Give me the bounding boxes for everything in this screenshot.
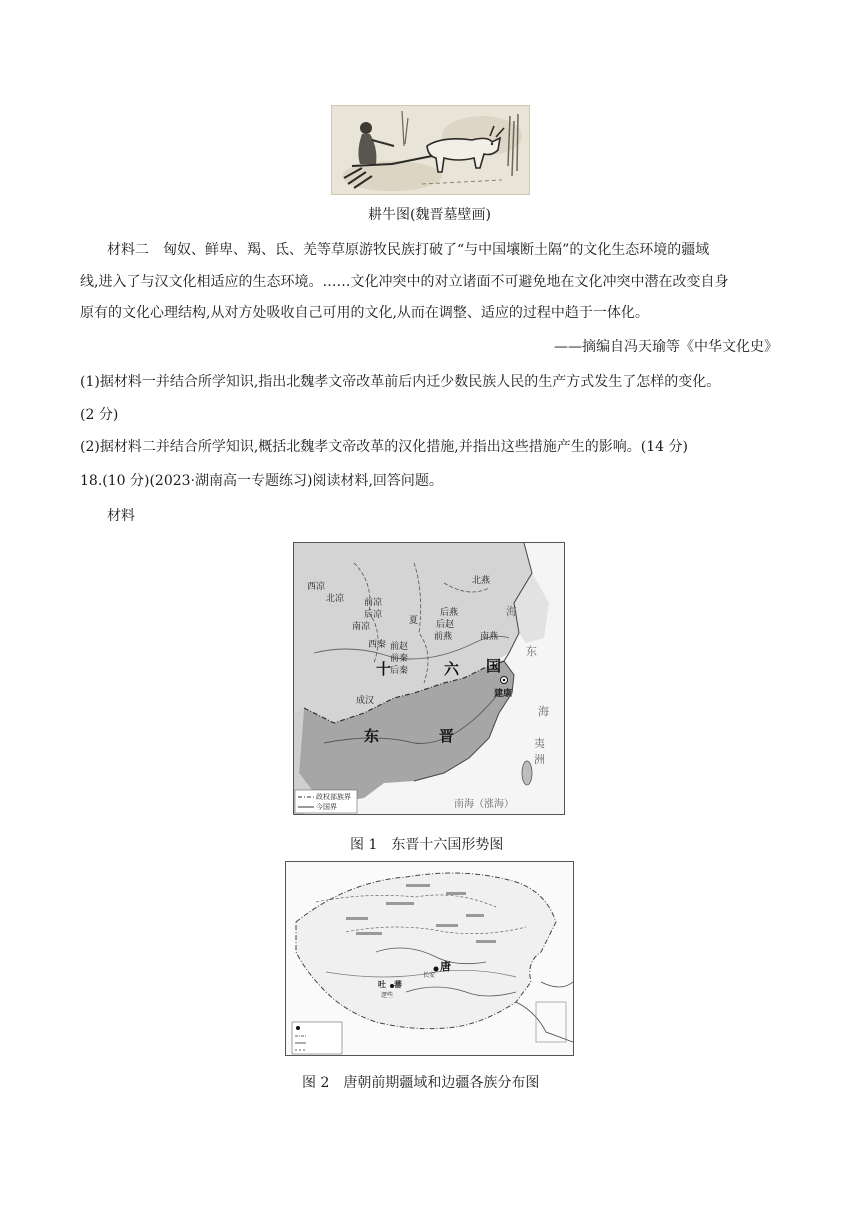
map1-shapes	[294, 543, 564, 814]
label-chenghan: 成汉	[356, 696, 375, 706]
label-beiyan: 北燕	[472, 576, 491, 586]
question-2: (2)据材料二并结合所学知识,概括北魏孝文帝改革的汉化措施,并指出这些措施产生的影响。(14 分)	[80, 439, 688, 455]
legend-regime-boundary: 政权部族界	[316, 793, 351, 801]
label-tubo: 吐 蕃	[378, 979, 402, 989]
map1-caption: 图 1 东晋十六国形势图	[350, 837, 504, 853]
map2-shapes	[286, 862, 573, 1055]
label-houliang: 后凉	[364, 610, 383, 620]
question-18: 18.(10 分)(2023·湖南高一专题练习)阅读材料,回答问题。	[80, 473, 443, 489]
label-shi: 十	[376, 660, 392, 678]
material-label: 材料	[107, 508, 135, 524]
label-east-sea-hai: 海	[538, 705, 549, 718]
label-nanhai: 南海（涨海）	[454, 799, 514, 810]
map2-caption: 图 2 唐朝前期疆域和边疆各族分布图	[302, 1075, 540, 1091]
label-houqin: 后秦	[390, 666, 409, 676]
label-qianzhao: 前赵	[390, 642, 409, 652]
label-xia: 夏	[409, 616, 419, 626]
label-beiliang: 北凉	[326, 594, 345, 604]
mural-caption: 耕牛图(魏晋墓壁画)	[368, 207, 491, 223]
label-nanliang: 南凉	[352, 622, 371, 632]
ox-plowing-mural	[331, 105, 530, 195]
label-qianyan: 前燕	[434, 632, 453, 642]
tang-dynasty-territory-map	[285, 861, 574, 1056]
question-1-line1: (1)据材料一并结合所学知识,指出北魏孝文帝改革前后内迁少数民族人民的生产方式发生了怎样的变化。	[80, 374, 721, 390]
material2-line2: 线,进入了与汉文化相适应的生态环境。……文化冲突中的对立诸面不可避免地在文化冲突中潜在改变自身	[80, 274, 729, 290]
legend-modern-boundary: 今国界	[316, 803, 337, 811]
label-jiankang: 建康	[494, 689, 513, 699]
label-qianliang: 前凉	[364, 598, 383, 608]
question-1-score: (2 分)	[80, 407, 119, 423]
ox-plowing-mural-drawing	[332, 106, 529, 194]
label-liu: 六	[444, 660, 460, 678]
label-nanyan: 南燕	[480, 632, 499, 642]
eastern-jin-sixteen-kingdoms-map	[293, 542, 565, 815]
material2-line1: 材料二 匈奴、鲜卑、羯、氐、羌等草原游牧民族打破了“与中国壤断土隔”的文化生态环境的疆域	[107, 242, 710, 258]
label-qianqin: 前秦	[390, 654, 409, 664]
label-houzhao: 后赵	[436, 620, 455, 630]
label-guo: 国	[486, 657, 502, 675]
label-houyan: 后燕	[440, 608, 459, 618]
label-xiqin: 西秦	[368, 640, 387, 650]
label-tang: 唐	[440, 960, 451, 973]
label-zhou: 洲	[534, 753, 545, 766]
label-dong: 东	[364, 727, 380, 745]
material2-line3: 原有的文化心理结构,从对方处吸收自己可用的文化,从而在调整、适应的过程中趋于一体化。	[80, 305, 649, 321]
label-changan: 长安	[423, 972, 436, 979]
label-xiliang: 西凉	[307, 582, 326, 592]
label-luoxie: 逻些	[381, 992, 394, 999]
label-sea-top: 海	[506, 605, 517, 618]
label-yi: 夷	[534, 737, 545, 750]
material2-source: ——摘编自冯天瑜等《中华文化史》	[554, 339, 778, 355]
label-jin: 晋	[439, 727, 455, 745]
label-east-sea-dong: 东	[526, 645, 537, 658]
